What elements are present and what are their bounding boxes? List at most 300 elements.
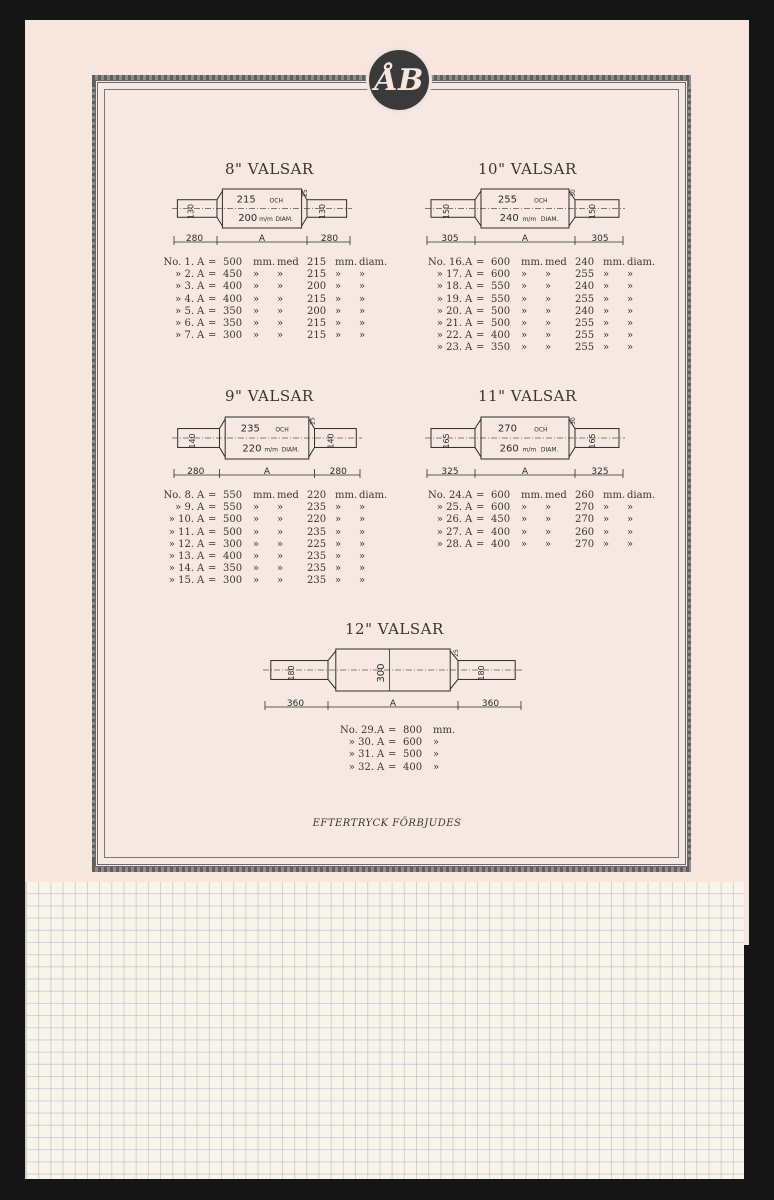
table-cell: = <box>476 514 485 526</box>
table-cell: » <box>359 305 366 317</box>
table-row <box>160 306 389 318</box>
table-cell: » <box>545 269 552 281</box>
table-cell: » <box>603 305 610 317</box>
table-cell: 600 <box>491 257 511 268</box>
diameter-label: 215 <box>236 194 256 206</box>
table-cell: A <box>465 293 473 305</box>
table-cell: A <box>465 305 473 317</box>
table-cell: » <box>277 330 284 342</box>
table-cell: » <box>545 342 552 354</box>
neck-dim-label: 165 <box>588 433 597 449</box>
table-cell: » 28. <box>436 538 462 550</box>
table-cell: mm. <box>253 257 276 268</box>
diam-label: DIAM. <box>275 215 293 223</box>
table-cell: 300 <box>223 330 243 342</box>
table-cell: 500 <box>223 526 243 538</box>
neck-dim-label: 180 <box>477 665 486 681</box>
table-cell: mm. <box>253 490 276 501</box>
diameter-label: 255 <box>497 194 517 206</box>
table-cell: » <box>277 318 284 330</box>
table-cell: 800 <box>403 725 423 736</box>
table-cell: 215 <box>307 257 327 268</box>
table-cell: 220 <box>307 490 327 501</box>
table-cell: = <box>208 269 217 281</box>
right-fillet <box>569 447 575 457</box>
table-row <box>428 342 657 354</box>
table-cell: 240 <box>575 257 595 268</box>
table-cell: » 18. <box>436 281 462 293</box>
table-cell: » <box>277 551 284 563</box>
table-row <box>340 749 457 761</box>
table-cell: » 30. <box>348 737 374 749</box>
table-cell: A <box>197 330 205 342</box>
table-cell: mm. <box>603 257 626 268</box>
footer-note: EFTERTRYCK FÖRBJUDES <box>312 818 462 829</box>
table-cell: A <box>197 293 205 305</box>
table-row <box>160 269 389 281</box>
table-cell: = <box>476 538 485 550</box>
table-cell: No. 1. <box>163 257 194 268</box>
table-row <box>160 318 389 330</box>
table-row <box>428 257 657 269</box>
table-cell: A <box>197 305 205 317</box>
table-cell: 400 <box>223 551 243 563</box>
table-cell: 255 <box>575 293 595 305</box>
table-cell: » 25. <box>436 502 462 514</box>
table-cell: 550 <box>223 502 243 514</box>
left-fillet <box>475 217 481 226</box>
table-cell: = <box>476 342 485 354</box>
table-cell: » <box>359 330 366 342</box>
table-cell: 400 <box>491 330 511 342</box>
table-cell: » 12. <box>168 538 194 550</box>
table-cell: A <box>197 502 205 514</box>
table-cell: 500 <box>491 305 511 317</box>
table-cell: mm. <box>603 490 626 501</box>
table-cell: No. 24. <box>428 490 465 501</box>
table-cell: 600 <box>491 502 511 514</box>
table-cell: = <box>476 330 485 342</box>
table-cell: mm. <box>335 490 358 501</box>
table-cell: 235 <box>307 502 327 514</box>
table-cell: » <box>253 269 260 281</box>
table-cell: » <box>545 330 552 342</box>
table-cell: 400 <box>491 526 511 538</box>
table-cell: » <box>545 526 552 538</box>
table-cell: 215 <box>307 269 327 281</box>
table-cell: 350 <box>491 342 511 354</box>
table-row <box>160 575 389 587</box>
neck-dim-label: 150 <box>442 203 451 220</box>
diameter-label: 240 <box>499 212 519 224</box>
table-cell: = <box>388 725 397 736</box>
table-cell: 270 <box>575 538 595 550</box>
fillet-label: 25 <box>302 189 309 197</box>
table-cell: A <box>377 737 385 749</box>
table-cell: 400 <box>491 538 511 550</box>
table-cell: » <box>603 318 610 330</box>
table-cell: A <box>465 318 473 330</box>
table-cell: 235 <box>307 551 327 563</box>
length-label: 280 <box>187 467 205 477</box>
table-cell: » <box>359 318 366 330</box>
section-title: 12" VALSAR <box>345 620 444 638</box>
table-cell: 500 <box>491 318 511 330</box>
center-label: A <box>521 234 529 244</box>
table-cell: » <box>359 575 366 587</box>
table-cell: 400 <box>403 761 423 773</box>
table-cell: » <box>335 293 342 305</box>
table-cell: = <box>208 526 217 538</box>
table-cell: » <box>335 526 342 538</box>
table-cell: 260 <box>575 526 595 538</box>
table-cell: 200 <box>307 281 327 293</box>
table-cell: » <box>359 526 366 538</box>
table-cell: 225 <box>307 538 327 550</box>
size-table <box>160 490 389 588</box>
length-label: 325 <box>441 467 459 477</box>
table-row <box>160 502 389 514</box>
table-row <box>160 551 389 563</box>
table-cell: » <box>335 563 342 575</box>
right-fillet <box>302 217 307 226</box>
table-row <box>428 294 657 306</box>
table-cell: » <box>359 281 366 293</box>
table-cell: » <box>521 293 528 305</box>
table-cell: diam. <box>627 490 656 501</box>
table-cell: A <box>197 257 205 268</box>
table-cell: = <box>208 257 217 268</box>
table-cell: » <box>603 502 610 514</box>
table-cell: » <box>277 526 284 538</box>
table-cell: » <box>253 551 260 563</box>
table-cell: » <box>521 538 528 550</box>
neck-dim-label: 165 <box>442 433 451 449</box>
table-cell: = <box>208 293 217 305</box>
table-cell: 270 <box>575 514 595 526</box>
neck-dim-label: 130 <box>186 203 196 220</box>
table-cell: 235 <box>307 575 327 587</box>
left-fillet <box>475 447 481 457</box>
table-cell: » <box>253 563 260 575</box>
table-cell: 450 <box>223 269 243 281</box>
table-cell: med <box>277 257 299 268</box>
table-row <box>428 490 657 502</box>
length-label: 280 <box>185 234 204 244</box>
table-cell: = <box>208 502 217 514</box>
table-cell: 220 <box>307 514 327 526</box>
table-cell: 600 <box>491 490 511 501</box>
table-cell: » <box>627 305 634 317</box>
diam-label: DIAM. <box>540 215 559 223</box>
center-label: A <box>263 467 271 477</box>
table-cell: No. 29. <box>340 725 377 736</box>
neck-dim-label: 180 <box>287 665 297 681</box>
section-title: 8" VALSAR <box>225 160 314 178</box>
table-cell: » 7. <box>175 330 194 342</box>
table-cell: = <box>208 563 217 575</box>
left-fillet <box>217 191 222 200</box>
table-cell: » <box>433 749 440 761</box>
table-cell: 240 <box>575 305 595 317</box>
table-cell: » <box>627 526 634 538</box>
table-cell: 255 <box>575 269 595 281</box>
table-row <box>160 294 389 306</box>
table-cell: » <box>253 305 260 317</box>
table-cell: 240 <box>575 281 595 293</box>
table-cell: A <box>465 342 473 354</box>
table-cell: = <box>208 330 217 342</box>
table-cell: 300 <box>223 538 243 550</box>
table-cell: » <box>335 318 342 330</box>
left-fillet <box>220 447 226 457</box>
left-fillet <box>328 651 336 661</box>
table-cell: » 17. <box>436 269 462 281</box>
table-cell: » <box>253 318 260 330</box>
center-label: A <box>389 699 397 709</box>
table-row <box>340 762 457 774</box>
table-row <box>160 514 389 526</box>
table-cell: 600 <box>403 737 423 749</box>
table-cell: » 26. <box>436 514 462 526</box>
och-label: OCH <box>275 426 289 434</box>
diameter-label: 270 <box>497 423 517 435</box>
table-cell: » <box>627 269 634 281</box>
fillet-label: 30 <box>570 417 577 425</box>
table-row <box>160 539 389 551</box>
table-row <box>428 527 657 539</box>
table-cell: A <box>197 490 205 501</box>
table-cell: = <box>208 318 217 330</box>
table-cell: mm. <box>521 257 544 268</box>
och-label: OCH <box>269 197 283 205</box>
table-cell: = <box>208 551 217 563</box>
table-cell: » <box>253 293 260 305</box>
table-cell: A <box>465 538 473 550</box>
table-cell: » <box>277 281 284 293</box>
table-cell: A <box>197 269 205 281</box>
table-cell: = <box>208 281 217 293</box>
table-cell: 550 <box>223 490 243 501</box>
table-cell: » <box>335 281 342 293</box>
table-cell: » <box>359 538 366 550</box>
table-cell: » <box>545 514 552 526</box>
table-cell: A <box>377 761 385 773</box>
table-cell: » <box>277 269 284 281</box>
table-cell: » <box>359 269 366 281</box>
table-cell: » <box>277 502 284 514</box>
table-cell: » 6. <box>175 318 194 330</box>
table-cell: 255 <box>575 330 595 342</box>
table-cell: » <box>253 538 260 550</box>
table-cell: » <box>335 305 342 317</box>
table-cell: med <box>277 490 299 501</box>
table-cell: = <box>476 318 485 330</box>
table-row <box>160 527 389 539</box>
table-cell: » <box>545 305 552 317</box>
table-cell: 215 <box>307 318 327 330</box>
table-cell: A <box>465 514 473 526</box>
table-row <box>340 737 457 749</box>
size-table <box>428 257 657 355</box>
table-cell: diam. <box>627 257 656 268</box>
table-cell: » 23. <box>436 342 462 354</box>
table-cell: A <box>197 526 205 538</box>
table-cell: » 9. <box>175 502 194 514</box>
table-cell: » 14. <box>168 563 194 575</box>
roll-drawing <box>172 185 352 250</box>
table-cell: = <box>476 257 485 268</box>
table-cell: » 31. <box>348 749 374 761</box>
roll-drawing <box>172 413 362 483</box>
table-cell: A <box>465 526 473 538</box>
table-cell: » <box>277 538 284 550</box>
table-cell: » <box>253 526 260 538</box>
diameter-label: 235 <box>240 423 260 435</box>
table-cell: » <box>521 318 528 330</box>
table-cell: » 21. <box>436 318 462 330</box>
table-cell: » <box>627 514 634 526</box>
och-label: OCH <box>534 197 548 205</box>
roll-drawing <box>425 413 625 483</box>
table-cell: » <box>521 281 528 293</box>
table-cell: » <box>277 575 284 587</box>
table-cell: = <box>388 737 397 749</box>
table-cell: » <box>277 563 284 575</box>
table-cell: 270 <box>575 502 595 514</box>
table-cell: » 20. <box>436 305 462 317</box>
table-cell: » 11. <box>168 526 194 538</box>
table-cell: » <box>335 575 342 587</box>
table-cell: = <box>476 269 485 281</box>
table-cell: mm. <box>433 725 456 736</box>
diameter-label: 200 <box>238 212 258 224</box>
table-cell: = <box>476 526 485 538</box>
table-cell: » <box>627 293 634 305</box>
table-cell: = <box>476 490 485 501</box>
table-row <box>428 330 657 342</box>
table-cell: A <box>197 281 205 293</box>
table-cell: 350 <box>223 305 243 317</box>
table-row <box>428 539 657 551</box>
table-cell: A <box>197 575 205 587</box>
table-cell: » <box>335 269 342 281</box>
size-table <box>428 490 657 551</box>
table-cell: 235 <box>307 563 327 575</box>
table-cell: A <box>465 281 473 293</box>
table-cell: » <box>627 330 634 342</box>
table-cell: » 19. <box>436 293 462 305</box>
table-cell: » <box>433 761 440 773</box>
table-cell: 500 <box>223 257 243 268</box>
unit-label: m/m <box>264 446 279 454</box>
table-cell: = <box>208 538 217 550</box>
table-cell: A <box>197 551 205 563</box>
length-label: 280 <box>329 467 347 477</box>
table-cell: 450 <box>491 514 511 526</box>
table-cell: » 32. <box>348 761 374 773</box>
table-cell: 500 <box>403 749 423 761</box>
table-cell: A <box>465 502 473 514</box>
table-cell: A <box>197 318 205 330</box>
table-cell: » 27. <box>436 526 462 538</box>
neck-dim-label: 150 <box>588 203 597 220</box>
table-cell: » <box>603 342 610 354</box>
length-label: 360 <box>481 699 500 709</box>
roll-drawing <box>425 185 625 250</box>
table-cell: mm. <box>335 257 358 268</box>
table-cell: = <box>476 305 485 317</box>
table-cell: = <box>208 305 217 317</box>
table-cell: » <box>335 514 342 526</box>
table-cell: 600 <box>491 269 511 281</box>
neck-dim-label: 140 <box>187 433 197 449</box>
table-cell: A <box>377 725 385 736</box>
table-cell: A <box>197 538 205 550</box>
length-label: 280 <box>320 234 339 244</box>
table-row <box>160 490 389 502</box>
table-cell: » <box>603 514 610 526</box>
table-cell: 200 <box>307 305 327 317</box>
diam-label: DIAM. <box>281 446 300 454</box>
table-cell: » <box>545 502 552 514</box>
size-table <box>340 725 457 774</box>
unit-label: m/m <box>522 446 537 454</box>
fillet-label: 30 <box>570 189 577 197</box>
table-cell: » <box>603 281 610 293</box>
left-fillet <box>475 419 481 429</box>
table-cell: 350 <box>223 563 243 575</box>
table-cell: » 2. <box>175 269 194 281</box>
size-table <box>160 257 389 342</box>
table-cell: » <box>253 575 260 587</box>
table-cell: = <box>476 502 485 514</box>
table-row <box>428 514 657 526</box>
table-cell: No. 16. <box>428 257 465 268</box>
table-cell: » <box>603 293 610 305</box>
table-cell: » <box>627 538 634 550</box>
table-cell: » <box>359 502 366 514</box>
table-cell: med <box>545 257 567 268</box>
och-label: OCH <box>534 426 548 434</box>
length-label: 360 <box>286 699 305 709</box>
table-cell: = <box>388 761 397 773</box>
fillet-label: 25 <box>309 417 317 425</box>
table-cell: = <box>476 293 485 305</box>
length-label: 305 <box>441 234 459 244</box>
table-row <box>160 281 389 293</box>
length-label: 325 <box>591 467 609 477</box>
unit-label: m/m <box>259 215 273 223</box>
table-cell: » <box>253 502 260 514</box>
neck-dim-label: 130 <box>318 203 327 220</box>
table-cell: A <box>377 749 385 761</box>
table-cell: » <box>603 526 610 538</box>
diameter-label: 220 <box>242 443 262 455</box>
table-cell: » <box>545 538 552 550</box>
table-cell: = <box>208 514 217 526</box>
table-row <box>160 257 389 269</box>
section-title: 9" VALSAR <box>225 387 314 405</box>
table-cell: » <box>521 342 528 354</box>
table-row <box>340 725 457 737</box>
table-row <box>428 269 657 281</box>
table-cell: » <box>603 538 610 550</box>
table-cell: » <box>359 514 366 526</box>
table-cell: = <box>476 281 485 293</box>
table-cell: » 15. <box>168 575 194 587</box>
table-row <box>428 306 657 318</box>
